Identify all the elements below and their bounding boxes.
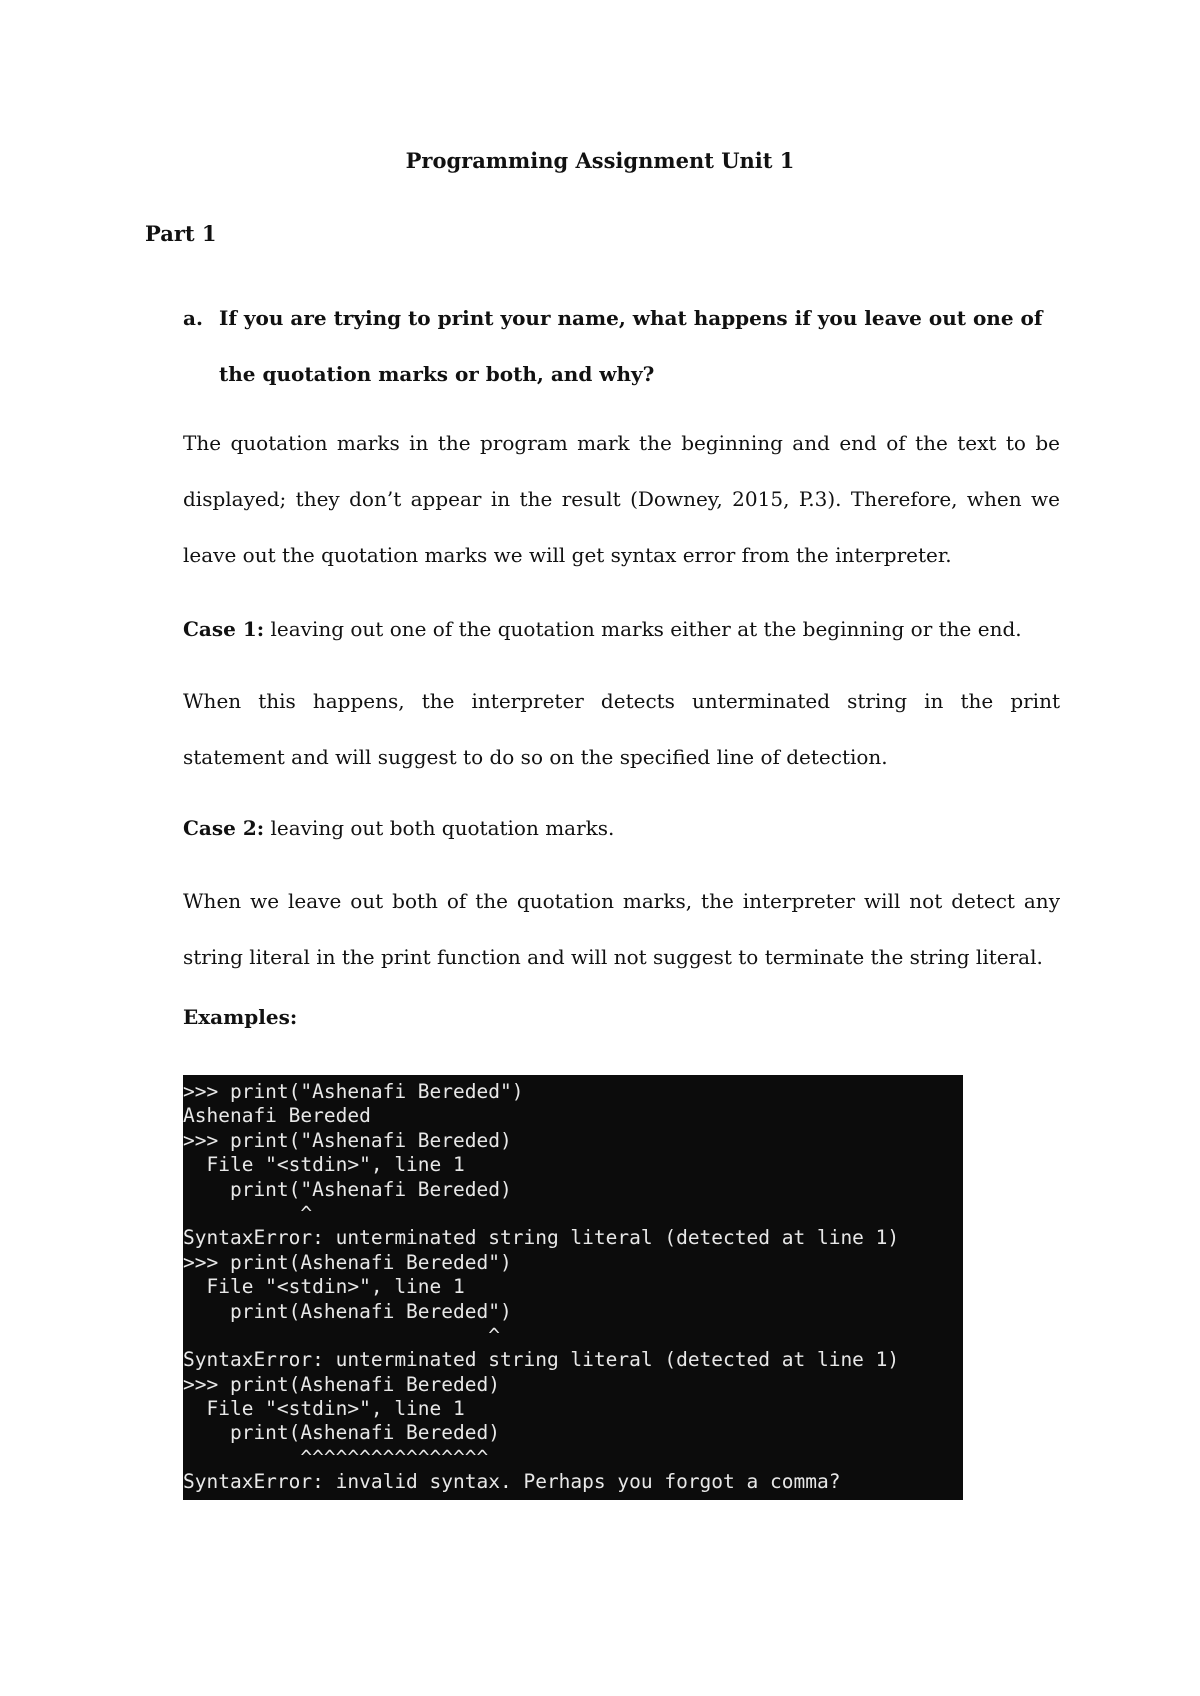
terminal-screenshot [183, 1075, 963, 1500]
terminal-line: print(Ashenafi Bereded") [183, 1299, 512, 1323]
terminal-line: SyntaxError: unterminated string literal (detected at line 1) [183, 1226, 900, 1250]
question-text: If you are trying to print your name, what happens if you leave out one of the quotation marks or both, and why? [219, 306, 1043, 386]
case-1-text: leaving out one of the quotation marks either at the beginning or the end. [264, 617, 1022, 641]
case-2-line [183, 800, 1060, 856]
terminal-line: Ashenafi Bereded [183, 1104, 371, 1128]
question-marker: a. [183, 306, 203, 330]
terminal-line: >>> print(Ashenafi Bereded) [183, 1372, 500, 1396]
terminal-line: print("Ashenafi Bereded) [183, 1177, 512, 1201]
examples-heading: Examples: [183, 1005, 298, 1029]
case-2-text: leaving out both quotation marks. [264, 816, 615, 840]
terminal-line: ^^^^^^^^^^^^^^^^ [183, 1445, 489, 1469]
terminal-line: File "<stdin>", line 1 [183, 1275, 465, 1299]
document-title: Programming Assignment Unit 1 [405, 148, 795, 173]
case-1-label: Case 1: [183, 617, 265, 641]
terminal-line: >>> print("Ashenafi Bereded) [183, 1128, 512, 1152]
terminal-line: ^ [183, 1201, 313, 1225]
question-item [183, 290, 1063, 402]
terminal-line: >>> print("Ashenafi Bereded") [183, 1080, 524, 1103]
terminal-line: ^ [183, 1323, 500, 1347]
terminal-line: print(Ashenafi Bereded) [183, 1421, 500, 1445]
terminal-line: File "<stdin>", line 1 [183, 1397, 465, 1421]
case-1-line [183, 601, 1060, 657]
terminal-line: SyntaxError: invalid syntax. Perhaps you forgot a comma? [183, 1470, 841, 1494]
case-2-label: Case 2: [183, 816, 265, 840]
part-heading: Part 1 [145, 221, 217, 246]
terminal-line: File "<stdin>", line 1 [183, 1153, 465, 1177]
answer-paragraph-1: The quotation marks in the program mark the beginning and end of the text to be displayed; they don’t appear in the result (Downey, 2015, P.3). Therefore, when we leave out the quotation marks we will get syntax error from the interpreter. [183, 431, 1060, 567]
answer-paragraph-3: When we leave out both of the quotation marks, the interpreter will not detect any string literal in the print function and will not suggest to terminate the string literal. [183, 889, 1060, 969]
terminal-line: >>> print(Ashenafi Bereded") [183, 1250, 512, 1274]
answer-paragraph-2: When this happens, the interpreter detects unterminated string in the print statement and will suggest to do so on the specified line of detection. [183, 689, 1060, 769]
terminal-line: SyntaxError: unterminated string literal (detected at line 1) [183, 1348, 900, 1372]
